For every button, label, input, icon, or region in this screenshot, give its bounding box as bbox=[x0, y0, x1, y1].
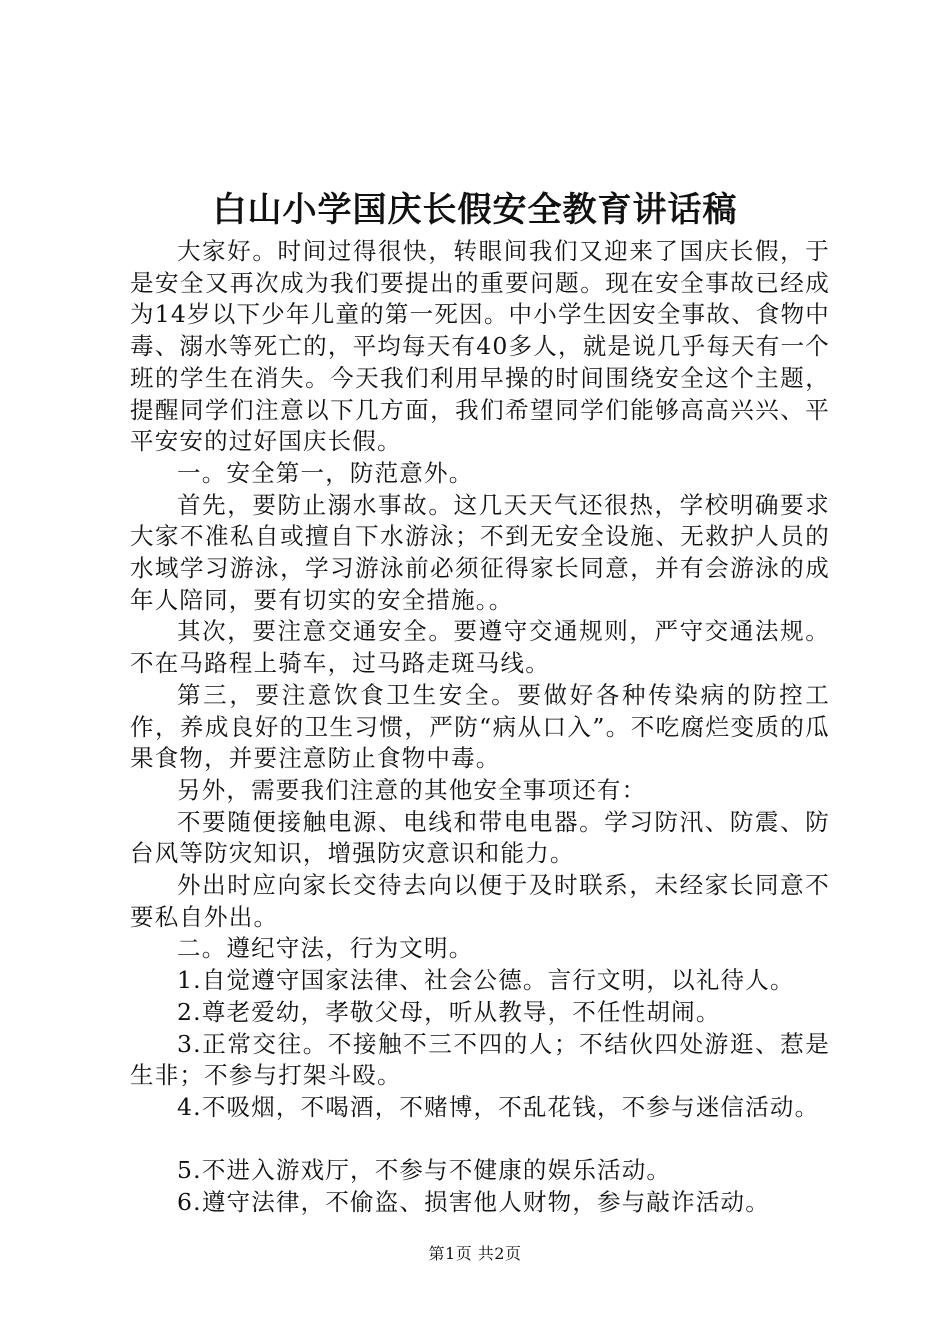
paragraph-traffic: 其次，要注意交通安全。要遵守交通规则，严守交通法规。不在马路程上骑车，过马路走斑马线。 bbox=[130, 617, 830, 678]
list-item: 3.正常交往。不接触不三不四的人；不结伙四处游逛、惹是生非；不参与打架斗殴。 bbox=[130, 1029, 830, 1090]
paragraph-food: 第三，要注意饮食卫生安全。要做好各种传染病的防控工作，养成良好的卫生习惯，严防“病从口入”。不吃腐烂变质的瓜果食物，并要注意防止食物中毒。 bbox=[130, 680, 830, 773]
paragraph-electric: 不要随便接触电源、电线和带电电器。学习防汛、防震、防台风等防灾知识，增强防灾意识和能力。 bbox=[130, 807, 830, 868]
section-heading-2: 二。遵纪守法，行为文明。 bbox=[177, 934, 474, 963]
paragraph-outing: 外出时应向家长交待去向以便于及时联系，未经家长同意不要私自外出。 bbox=[130, 871, 830, 931]
list-item: 6.遵守法律，不偷盗、损害他人财物，参与敲诈活动。 bbox=[177, 1188, 770, 1217]
document-title: 白山小学国庆长假安全教育讲话稿 bbox=[212, 190, 738, 230]
document-body bbox=[130, 236, 830, 1219]
blank-line bbox=[130, 1124, 830, 1156]
paragraph-drowning: 首先，要防止溺水事故。这几天天气还很热，学校明确要求大家不准私自或擅自下水游泳；不到无安全设施、无救护人员的水域学习游泳，学习游泳前必须征得家长同意，并有会游泳的成年人陪同，要有切实的安全措施。。 bbox=[130, 490, 830, 614]
list-item: 5.不进入游戏厅，不参与不健康的娱乐活动。 bbox=[177, 1156, 672, 1185]
list-item: 4.不吸烟，不喝酒，不赌博，不乱花钱，不参与迷信活动。 bbox=[177, 1092, 820, 1121]
section-heading-1: 一。安全第一，防范意外。 bbox=[177, 458, 474, 487]
paragraph-intro: 大家好。时间过得很快，转眼间我们又迎来了国庆长假，于是安全又再次成为我们要提出的重要问题。现在安全事故已经成为14岁以下少年儿童的第一死因。中小学生因安全事故、食物中毒、溺水等死亡的，平均每天有40多人，就是说几乎每天有一个班的学生在消失。今天我们利用早操的时间围绕安全这个主题，提醒同学们注意以下几方面，我们希望同学们能够高高兴兴、平平安安的过好国庆长假。 bbox=[130, 237, 830, 456]
page-footer: 第1页 共2页 bbox=[428, 1244, 522, 1263]
list-item: 2.尊老爱幼，孝敬父母，听从教导，不任性胡闹。 bbox=[177, 997, 721, 1026]
paragraph-other: 另外，需要我们注意的其他安全事项还有： bbox=[177, 775, 647, 804]
list-item: 1.自觉遵守国家法律、社会公德。言行文明，以礼待人。 bbox=[177, 966, 795, 995]
